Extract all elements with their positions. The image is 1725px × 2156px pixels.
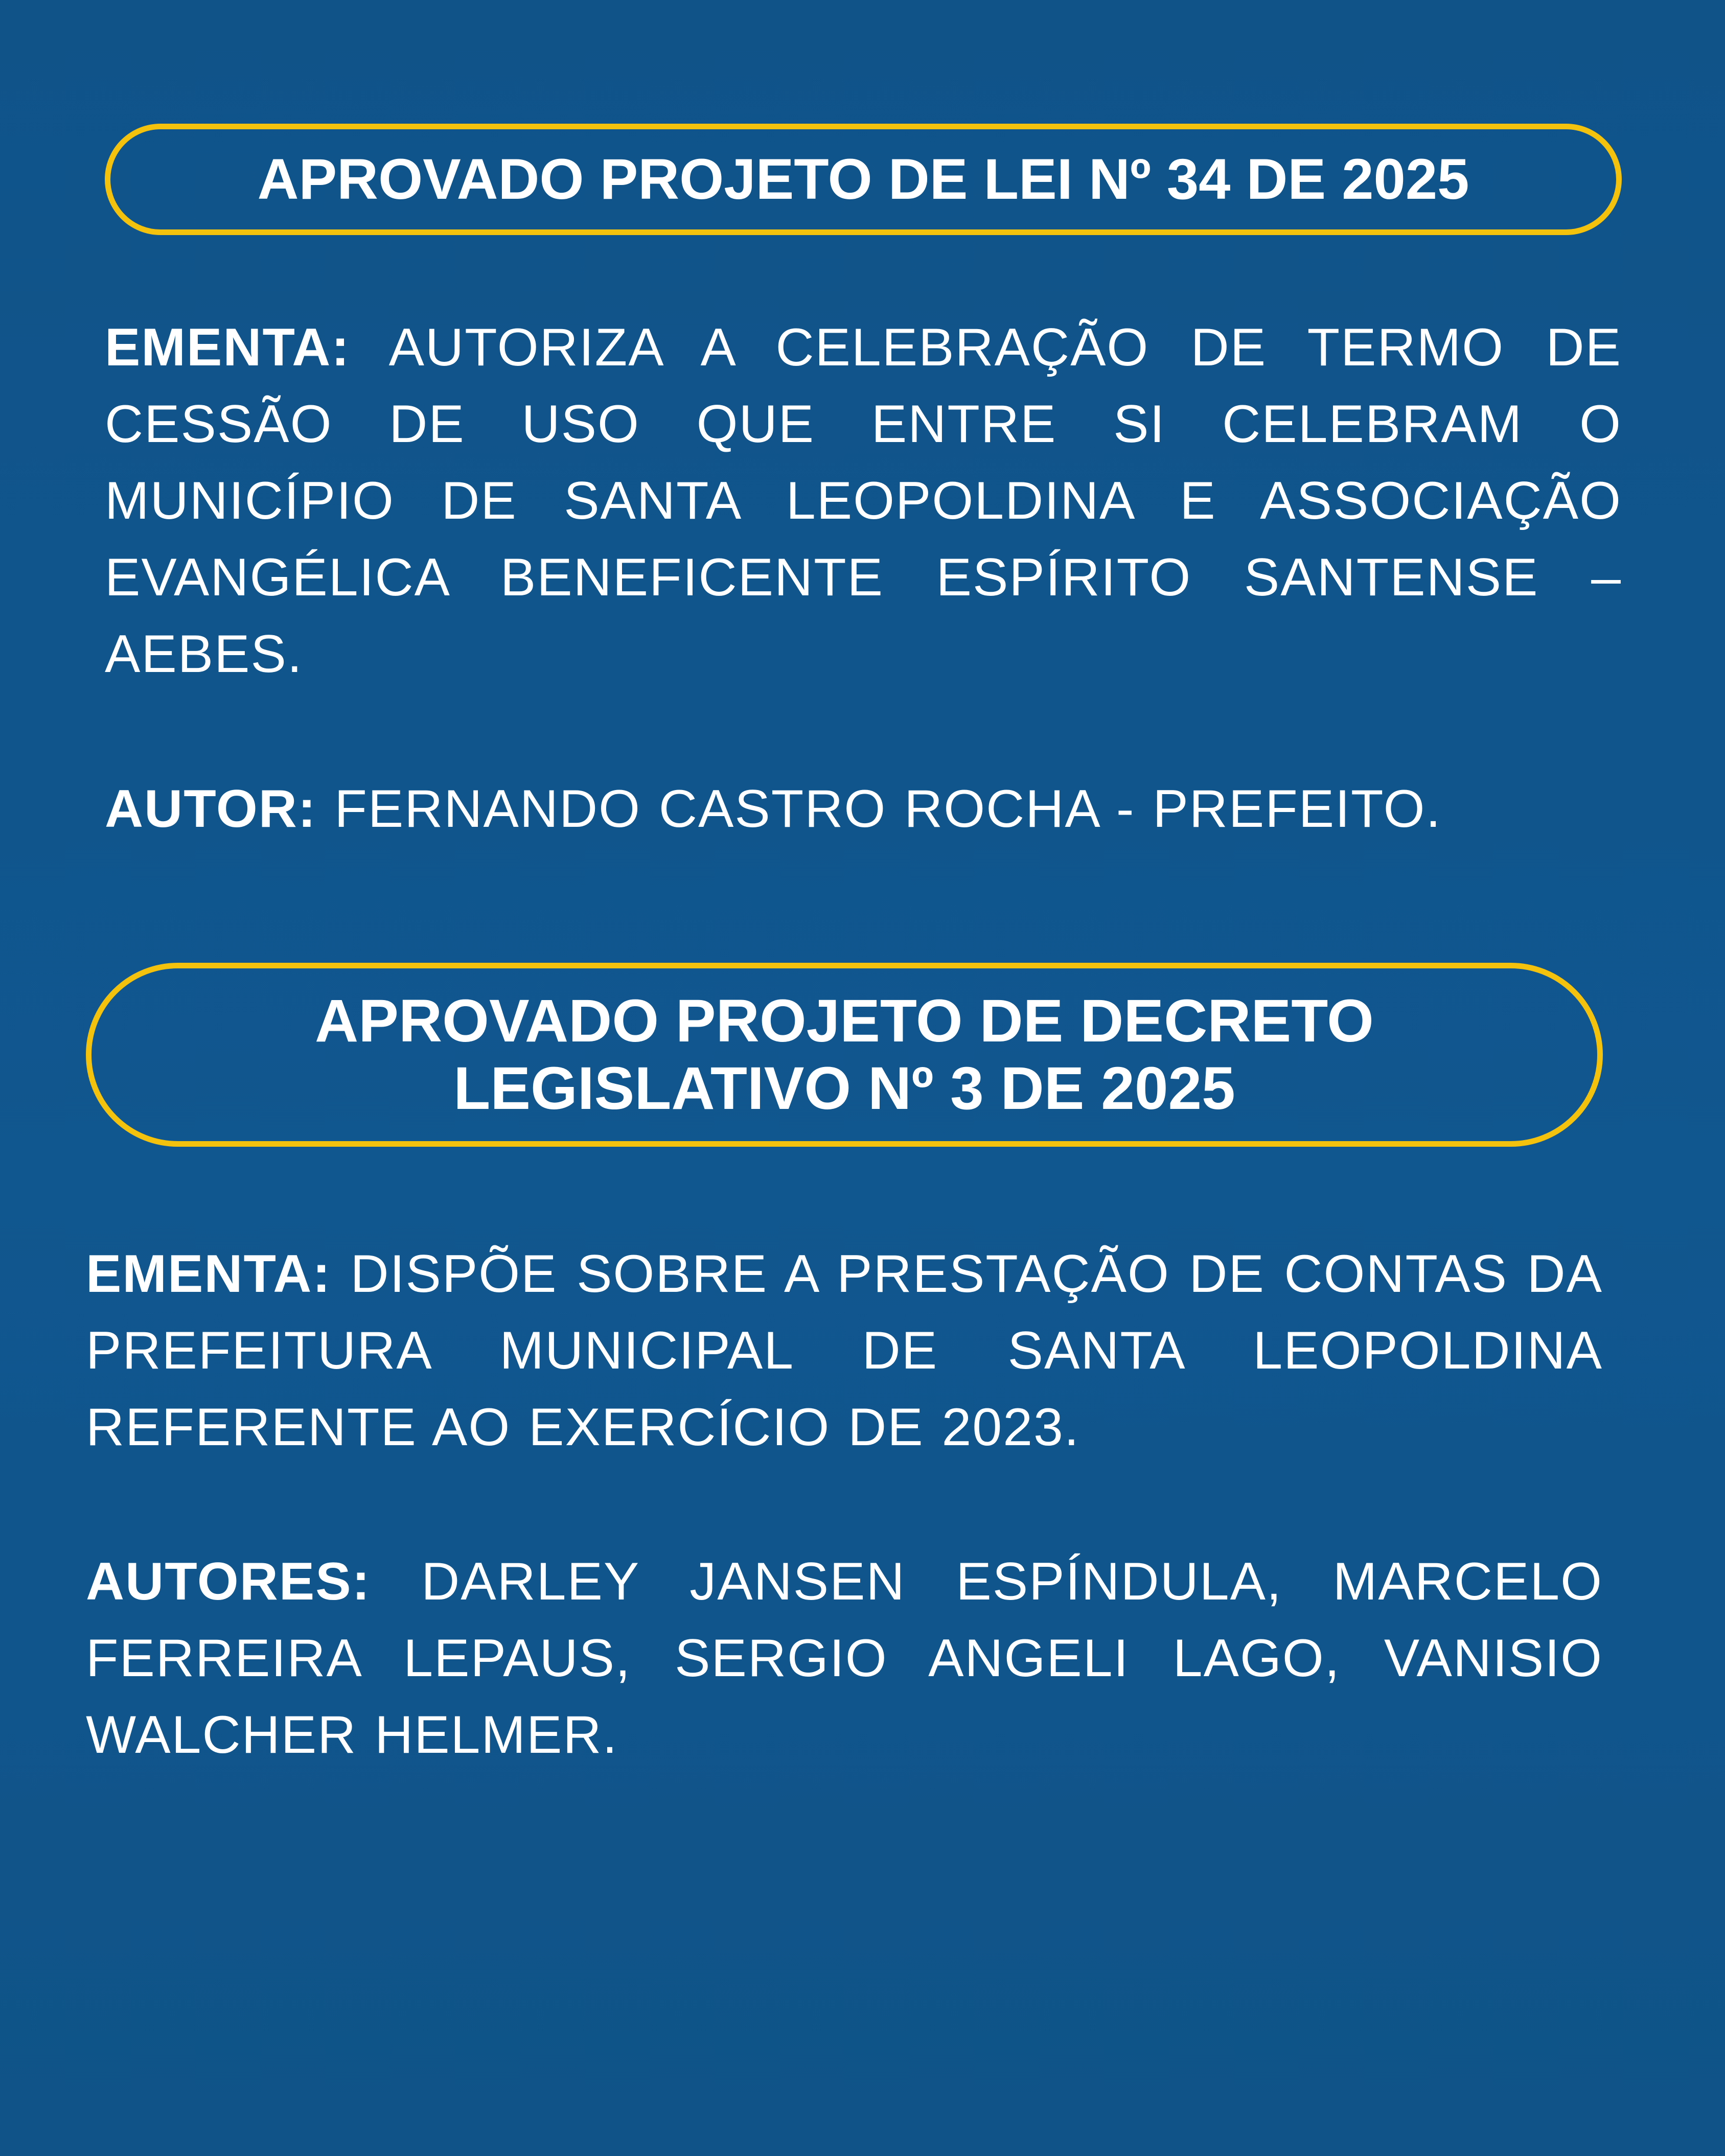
section2-ementa-label: EMENTA:	[86, 1244, 332, 1304]
section2-ementa	[86, 1236, 1603, 1466]
section1-ementa	[105, 309, 1622, 692]
section2-autores-label: AUTORES:	[86, 1552, 371, 1611]
section2-ementa-text: DISPÕE SOBRE A PRESTAÇÃO DE CONTAS DA PREFEITURA MUNICIPAL DE SANTA LEOPOLDINA REFERENTE AO EXERCÍCIO DE 2023.	[86, 1244, 1603, 1457]
section1-autor-text: FERNANDO CASTRO ROCHA - PREFEITO.	[316, 779, 1442, 839]
section2-autores	[86, 1543, 1603, 1773]
section2-title-badge	[86, 963, 1603, 1147]
section2-title-line1: APROVADO PROJETO DE DECRETO	[315, 987, 1374, 1055]
section1-title-badge	[105, 124, 1622, 235]
section2-autores-text: DARLEY JANSEN ESPÍNDULA, MARCELO FERREIRA LEPAUS, SERGIO ANGELI LAGO, VANISIO WALCHER HELMER.	[86, 1552, 1603, 1765]
section1-title: APROVADO PROJETO DE LEI Nº 34 DE 2025	[257, 147, 1469, 211]
section1-autor-label: AUTOR:	[105, 779, 317, 839]
section1-ementa-label: EMENTA:	[105, 318, 351, 377]
section2-title-line2: LEGISLATIVO Nº 3 DE 2025	[453, 1055, 1235, 1122]
section1-autor	[105, 771, 1622, 847]
section1-ementa-text: AUTORIZA A CELEBRAÇÃO DE TERMO DE CESSÃO DE USO QUE ENTRE SI CELEBRAM O MUNICÍPIO DE SANTA LEOPOLDINA E ASSOCIAÇÃO EVANGÉLICA BENEFICENTE ESPÍRITO SANTENSE – AEBES.	[105, 318, 1622, 684]
